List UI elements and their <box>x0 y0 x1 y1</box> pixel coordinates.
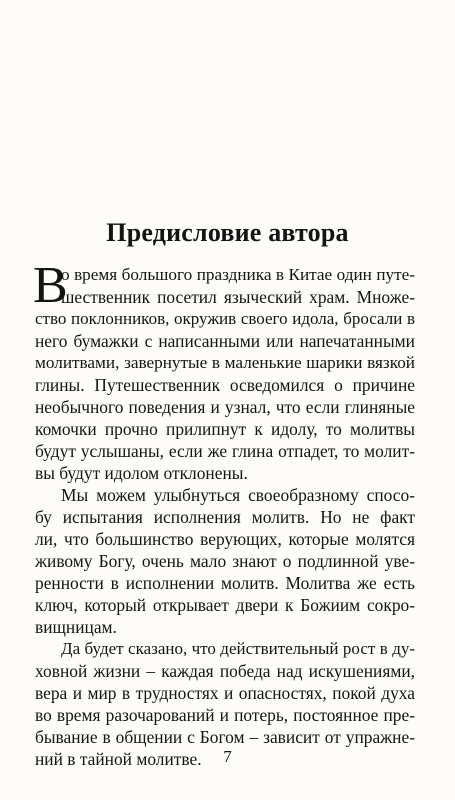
drop-cap: В <box>33 257 68 314</box>
text-line: него бумажки с написанными или напечатанными <box>35 331 415 351</box>
text-line: ховной жизни – каждая победа над искушениями, <box>35 661 415 681</box>
text-line: о время большого праздника в Китае один путе- <box>61 265 415 284</box>
text-line: во время разочарований и потерь, постоянное пре- <box>35 705 415 725</box>
text-line: живому Богу, очень мало знают о подлинной уве- <box>35 551 415 571</box>
text-line: вера и мир в трудностях и опасностях, покой духа <box>35 683 415 703</box>
text-line: ний в тайной молитве. <box>35 749 202 769</box>
text-line: ство поклонников, окружив своего идола, бросали в <box>35 309 415 328</box>
text-line: бу испытания исполнения молитв. Но не факт <box>35 507 415 527</box>
chapter-title: Предисловие автора <box>106 218 349 247</box>
text-line: шественник посетил языческий храм. Множе- <box>61 287 415 307</box>
text-line: глины. Путешественник осведомился о причине <box>35 375 415 395</box>
text-line: будут услышаны, если же глина отпадет, то молит- <box>35 441 415 461</box>
text-line: вы будут идолом отклонены. <box>35 463 248 483</box>
paragraph-1 <box>33 257 415 484</box>
text-line: молитвами, завернутые в маленькие шарики вязкой <box>35 353 415 372</box>
text-line: бывание в общении с Богом – зависит от упражне- <box>35 727 415 747</box>
text-line: Да будет сказано, что действительный рост в ду- <box>61 639 415 658</box>
paragraph-2 <box>35 484 415 638</box>
text-line: ренности в исполнении молитв. Молитва же есть <box>35 573 415 593</box>
text-line: комочки прочно прилипнут к идолу, то молитвы <box>35 419 415 439</box>
text-line: вищницам. <box>35 617 117 637</box>
text-line: необычного поведения и узнал, что если глиняные <box>35 397 415 417</box>
text-line: Мы можем улыбнуться своеобразному спосо- <box>61 485 415 505</box>
text-line: ли, что большинство верующих, которые молятся <box>35 529 415 549</box>
text-line: ключ, который открывает двери к Божиим сокро- <box>35 595 415 615</box>
page-number: 7 <box>223 747 232 766</box>
